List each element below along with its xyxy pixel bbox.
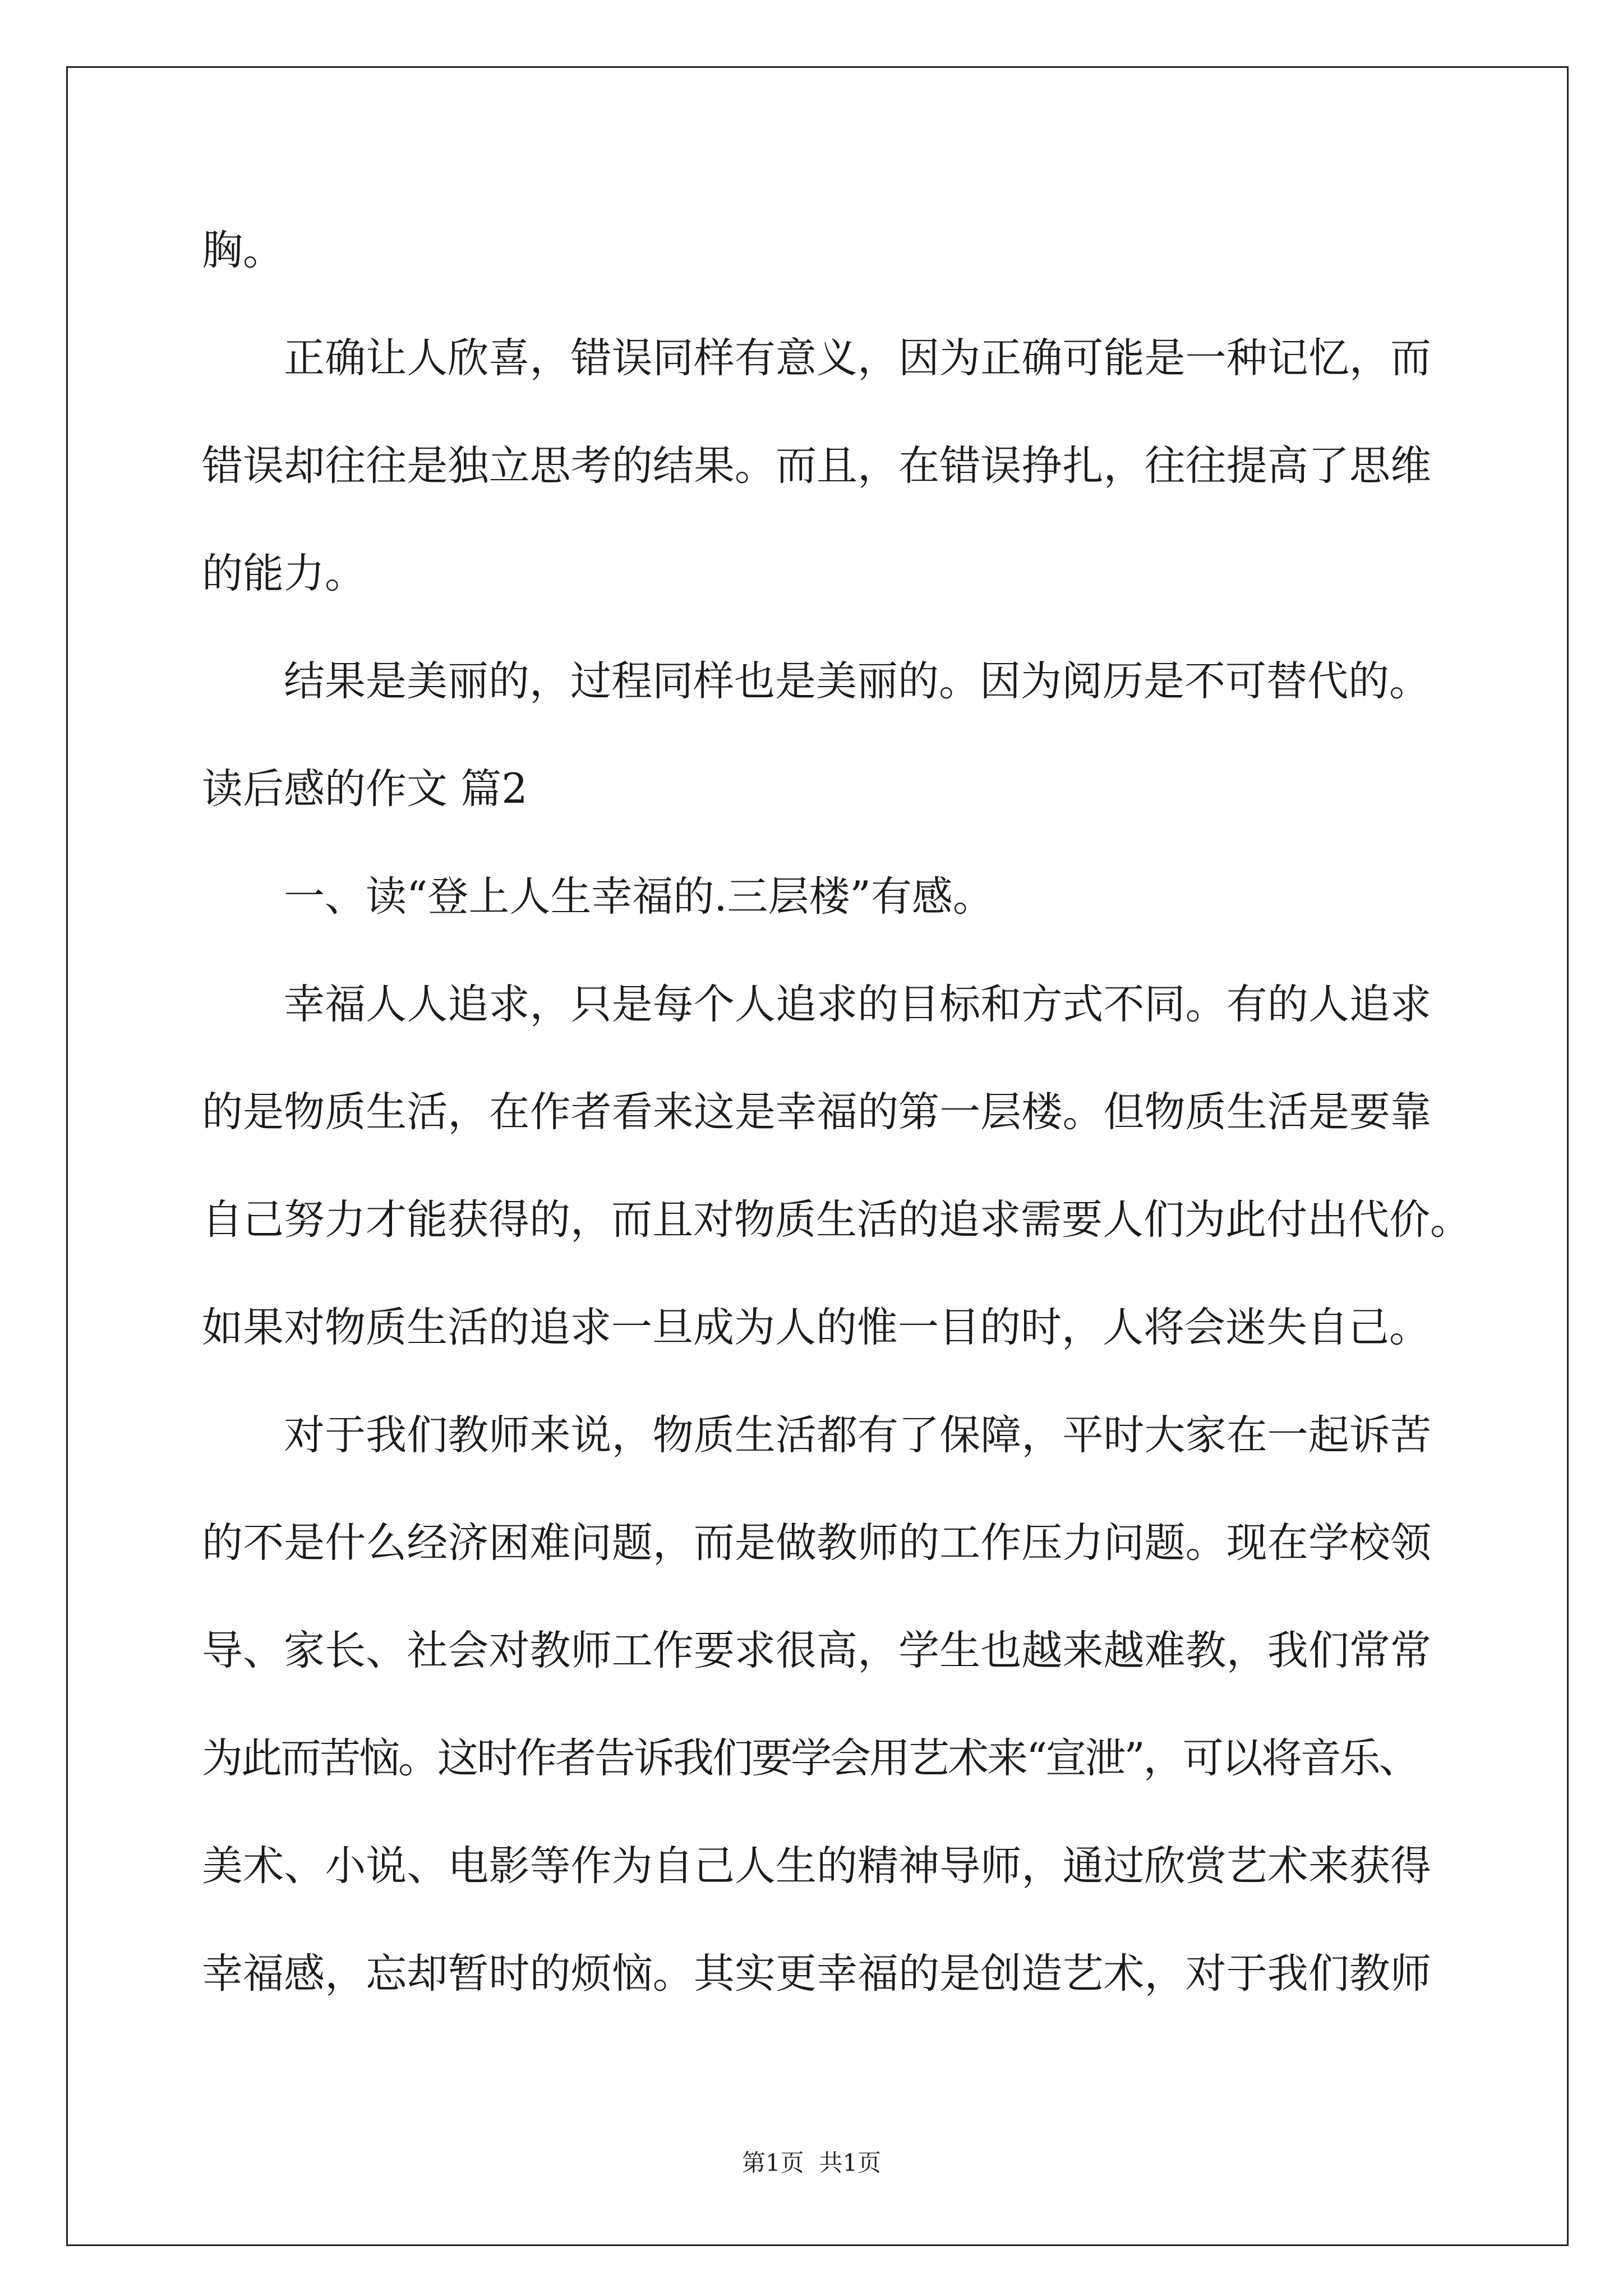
section-heading: 读后感的作文 篇2 xyxy=(202,765,528,813)
text-line: 为此而苦恼。这时作者告诉我们要学会用艺术来“宣泄”，可以将音乐、 xyxy=(202,1734,1418,1782)
text-line: 的不是什么经济困难问题，而是做教师的工作压力问题。现在学校领 xyxy=(202,1519,1431,1567)
text-line: 幸福人人追求，只是每个人追求的目标和方式不同。有的人追求 xyxy=(284,981,1431,1028)
page-number: 第1页 共1页 xyxy=(741,2149,882,2177)
text-line: 正确让人欣喜，错误同样有意义，因为正确可能是一种记忆，而 xyxy=(284,334,1431,382)
document-body xyxy=(202,197,1471,2028)
text-line: 错误却往往是独立思考的结果。而且，在错误挣扎，往往提高了思维 xyxy=(202,442,1431,490)
text-line: 一、读“登上人生幸福的.三层楼”有感。 xyxy=(284,873,994,921)
text-line: 自己努力才能获得的，而且对物质生活的追求需要人们为此付出代价。 xyxy=(202,1196,1471,1244)
text-line: 的是物质生活，在作者看来这是幸福的第一层楼。但物质生活是要靠 xyxy=(202,1088,1431,1136)
text-line: 结果是美丽的，过程同样也是美丽的。因为阅历是不可替代的。 xyxy=(284,657,1430,705)
text-line: 如果对物质生活的追求一旦成为人的惟一目的时，人将会迷失自己。 xyxy=(202,1304,1430,1351)
text-line: 的能力。 xyxy=(202,550,366,597)
text-line: 幸福感，忘却暂时的烦恼。其实更幸福的是创造艺术，对于我们教师 xyxy=(202,1950,1431,1998)
text-line: 胸。 xyxy=(202,227,284,274)
text-line: 导、家长、社会对教师工作要求很高，学生也越来越难教，我们常常 xyxy=(202,1627,1431,1674)
text-line: 美术、小说、电影等作为自己人生的精神导师，通过欣赏艺术来获得 xyxy=(202,1842,1431,1890)
text-line: 对于我们教师来说，物质生活都有了保障，平时大家在一起诉苦 xyxy=(284,1411,1431,1459)
